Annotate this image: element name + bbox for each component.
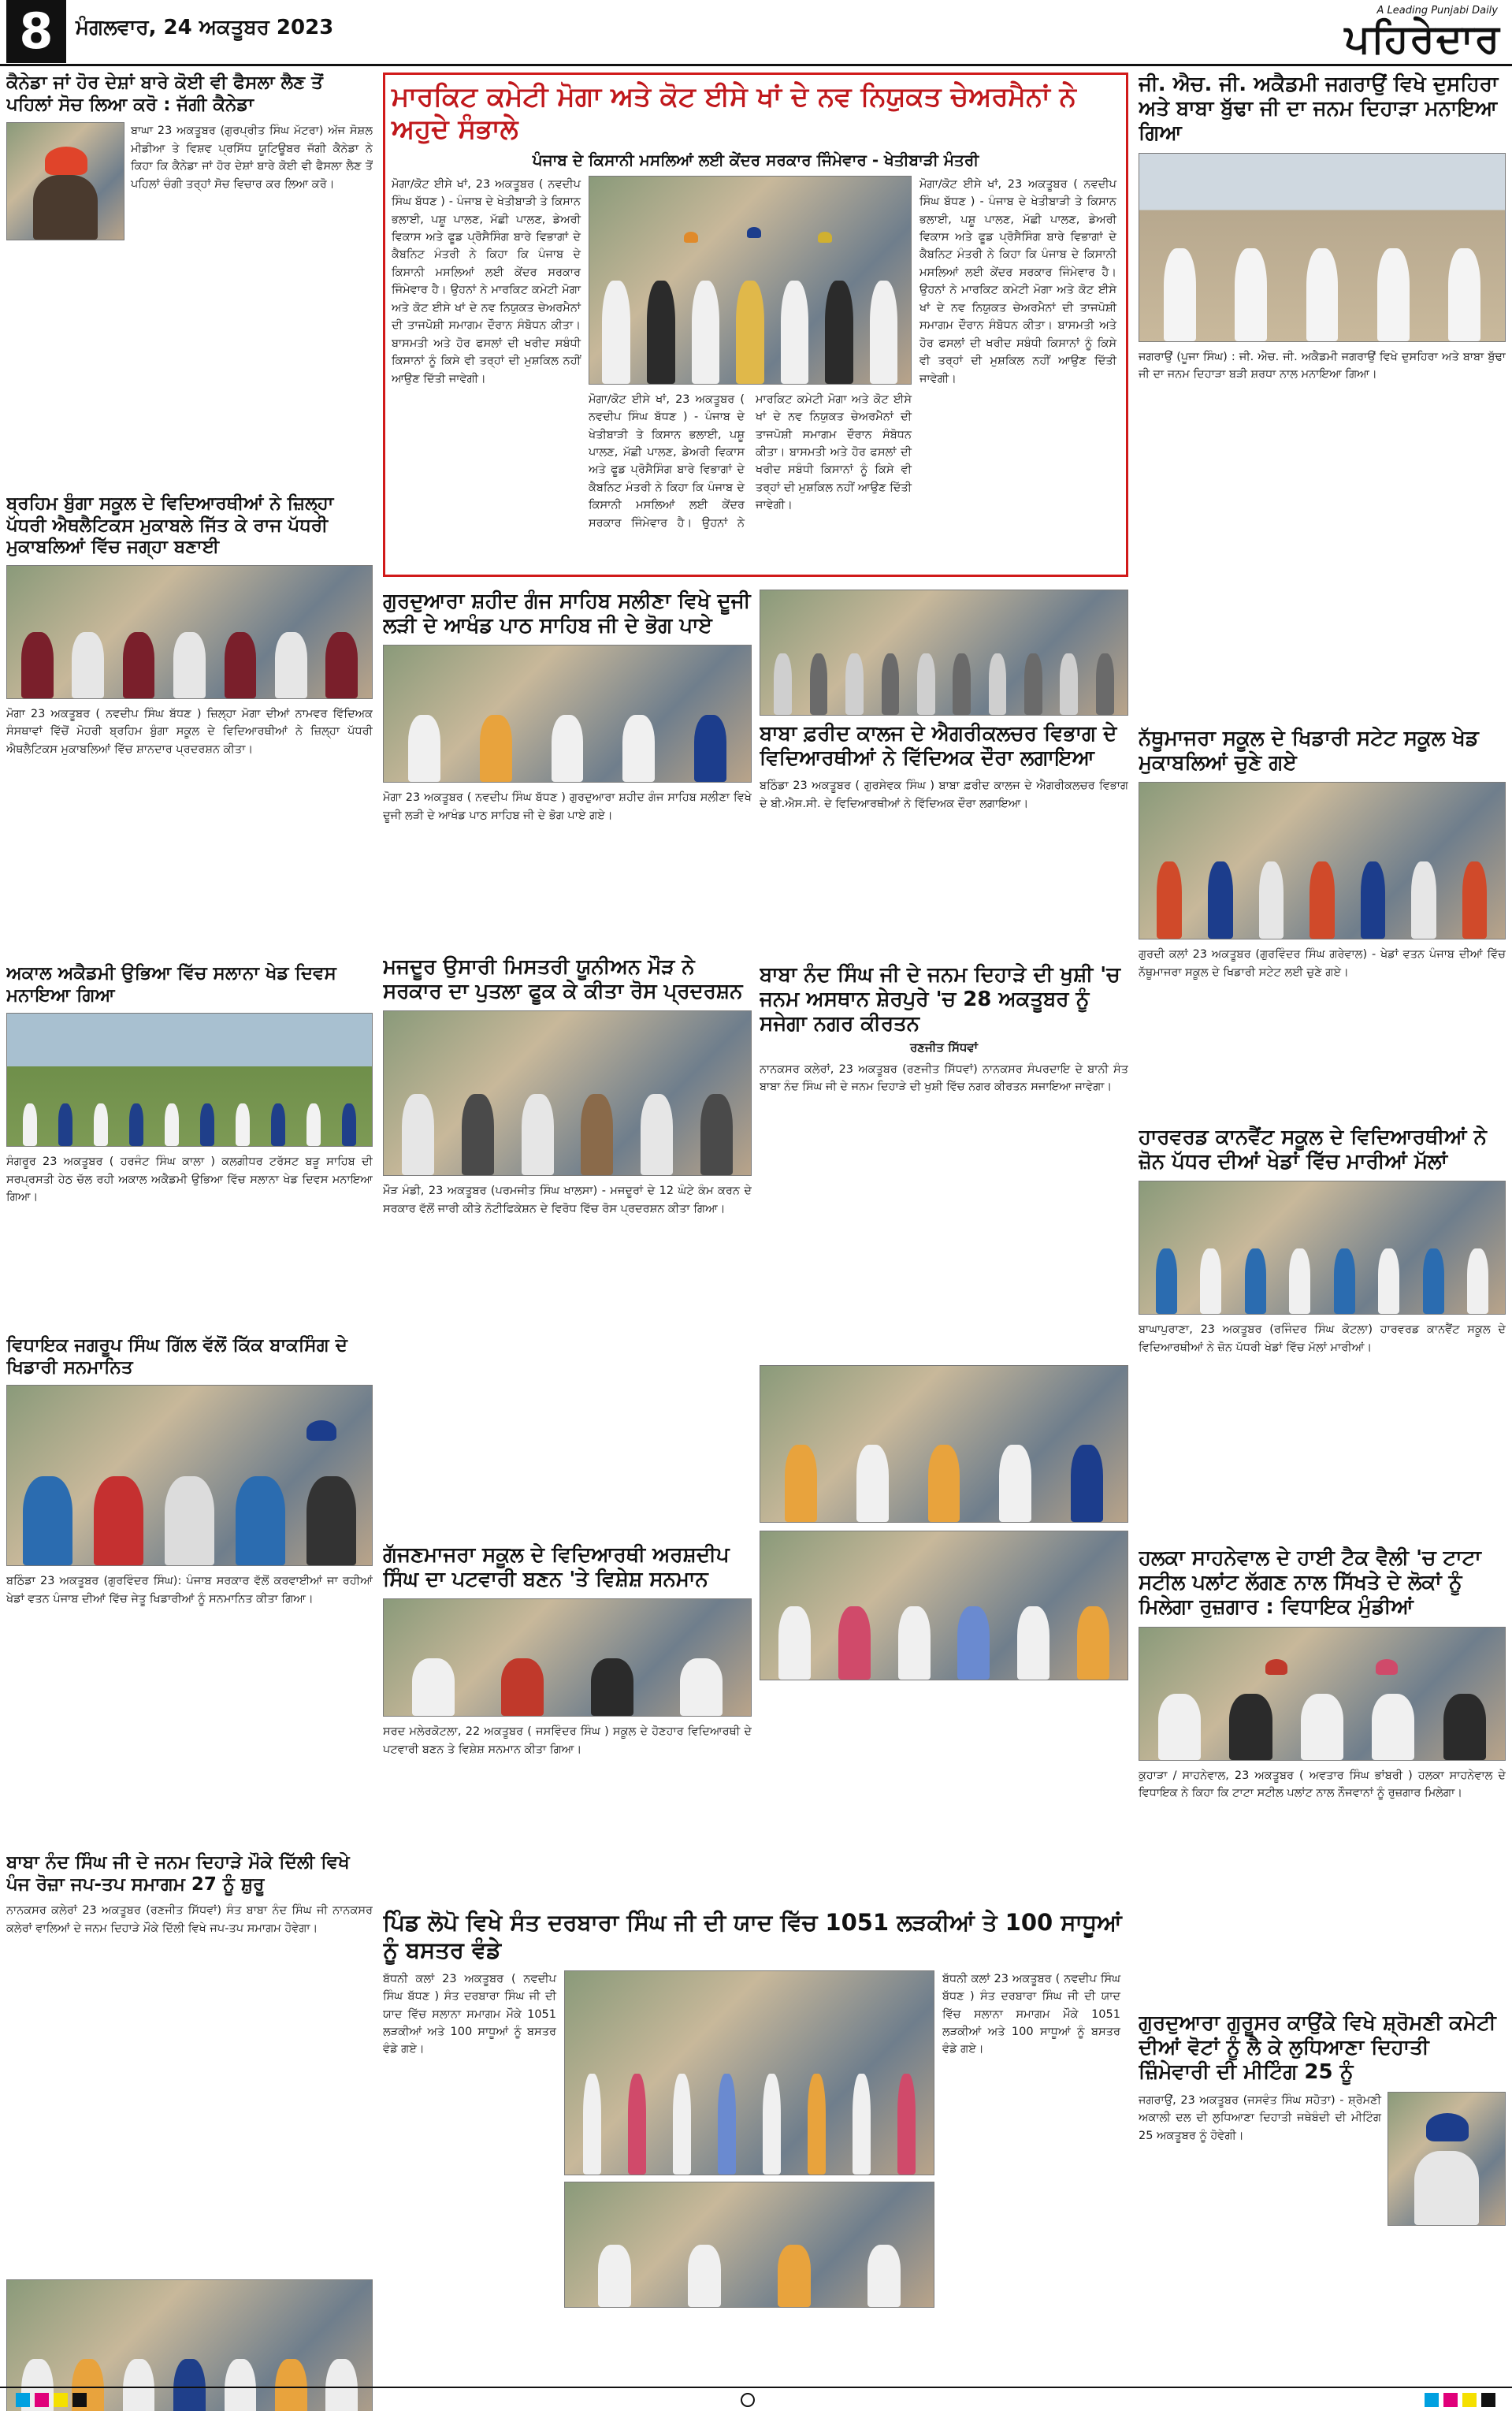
story-tata-steel-plant <box>1139 1546 1506 2082</box>
story-headline: ਅਕਾਲ ਅਕੈਡਮੀ ਉਭਿਆ ਵਿੱਚ ਸਲਾਨਾ ਖੇਡ ਦਿਵਸ ਮਨਾਇਆ ਗਿਆ <box>6 963 336 1006</box>
black-swatch <box>72 2393 87 2407</box>
story-headline: ਨੱਥੂਮਾਜਰਾ ਸਕੂਲ ਦੇ ਖਿਡਾਰੀ ਸਟੇਟ ਸਕੂਲ ਖੇਡ ਮੁਕਾਬਲਿਆਂ ਚੁਣੇ ਗਏ <box>1139 727 1479 776</box>
print-registration-bar <box>0 2387 1512 2411</box>
sadhu-clothes-photo <box>564 2182 934 2308</box>
story-body: ਮੋਗਾ 23 ਅਕਤੂਬਰ ( ਨਵਦੀਪ ਸਿੰਘ ਬੱਧਣ ) ਗੁਰਦੁਆਰਾ ਸ਼ਹੀਦ ਗੰਜ ਸਾਹਿਬ ਸਲੀਣਾ ਵਿਖੇ ਦੂਜੀ ਲੜੀ ਦੇ ਆਖੰਡ ਪਾਠ ਸਾਹਿਬ ਜੀ ਦੇ ਭੋਗ ਪਾਏ ਗਏ। <box>383 791 752 822</box>
mla-meeting-photo <box>1139 1627 1506 1761</box>
story-kick-boxing <box>6 1335 373 1816</box>
brand-name: ਪਹਿਰੇਦਾਰ <box>1344 15 1501 61</box>
story-headline: ਗੁਰਦੁਆਰਾ ਸ਼ਹੀਦ ਗੰਜ ਸਾਹਿਬ ਸਲੀਣਾ ਵਿਖੇ ਦੂਜੀ ਲੜੀ ਦੇ ਆਖੰਡ ਪਾਠ ਸਾਹਿਬ ਜੀ ਦੇ ਭੋਗ ਪਾਏ <box>383 590 751 638</box>
lead-headline: ਮਾਰਕਿਟ ਕਮੇਟੀ ਮੋਗਾ ਅਤੇ ਕੋਟ ਈਸੇ ਖਾਂ ਦੇ ਨਵ ਨਿਯੁਕਤ ਚੇਅਰਮੈਨਾਂ ਨੇ ਅਹੁਦੇ ਸੰਭਾਲੇ <box>392 81 1076 145</box>
nagar-kirtan-photo <box>760 1365 1128 1523</box>
story-headline: ਗੁਰਦੁਆਰਾ ਗੁਰੂਸਰ ਕਾਉਂਕੇ ਵਿਖੇ ਸ਼੍ਰੋਮਣੀ ਕਮੇਟੀ ਦੀਆਂ ਵੋਟਾਂ ਨੂੰ ਲੈ ਕੇ ਲੁਧਿਆਣਾ ਦਿਹਾਤੀ ਜ਼ਿੰਮੇਵਾਰੀ ਦੀ ਮੀਟਿੰਗ 25 ਨੂੰ <box>1139 2011 1496 2085</box>
story-headline: ਬਾਬਾ ਫ਼ਰੀਦ ਕਾਲਜ ਦੇ ਐਗਰੀਕਲਚਰ ਵਿਭਾਗ ਦੇ ਵਿਦਿਆਰਥੀਆਂ ਨੇ ਵਿੱਦਿਅਕ ਦੌਰਾ ਲਗਾਇਆ <box>760 722 1117 771</box>
story-lopo-village <box>383 1909 1128 2411</box>
chairman-oath-photo <box>589 176 912 385</box>
story-body: ਬਠਿੰਡਾ 23 ਅਕਤੂਬਰ ( ਗੁਰਸੇਵਕ ਸਿੰਘ ) ਬਾਬਾ ਫ਼ਰੀਦ ਕਾਲਜ ਦੇ ਐਗਰੀਕਲਚਰ ਵਿਭਾਗ ਦੇ ਬੀ.ਐਸ.ਸੀ. ਦੇ ਵਿਦਿਆਰਥੀਆਂ ਨੇ ਵਿੱਦਿਅਕ ਦੌਰਾ ਲਗਾਇਆ। <box>760 779 1128 810</box>
students-group-photo <box>6 565 373 699</box>
story-gajjanmajra-school <box>383 1543 752 1898</box>
story-body: ਬਾਘਾਪੁਰਾਣਾ, 23 ਅਕਤੂਬਰ (ਰਜਿੰਦਰ ਸਿੰਘ ਕੋਟਲਾ) ਹਾਰਵਰਡ ਕਾਨਵੈਂਟ ਸਕੂਲ ਦੇ ਵਿਦਿਆਰਥੀਆਂ ਨੇ ਜ਼ੋਨ ਪੱਧਰੀ ਖੇਡਾਂ ਵਿੱਚ ਮੱਲਾਂ ਮਾਰੀਆਂ। <box>1139 1323 1506 1354</box>
story-headline: ਬਾਬਾ ਨੰਦ ਸਿੰਘ ਜੀ ਦੇ ਜਨਮ ਦਿਹਾੜੇ ਮੌਕੇ ਦਿੱਲੀ ਵਿਖੇ ਪੰਜ ਰੋਜ਼ਾ ਜਪ-ਤਪ ਸਮਾਗਮ 27 ਨੂੰ ਸ਼ੁਰੂ <box>6 1852 350 1895</box>
patwari-felicitation-photo <box>383 1598 752 1717</box>
story-headline: ਜੀ. ਐਚ. ਜੀ. ਅਕੈਡਮੀ ਜਗਰਾਉਂ ਵਿਖੇ ਦੁਸਹਿਰਾ ਅਤੇ ਬਾਬਾ ਬੁੱਢਾ ਜੀ ਦਾ ਜਨਮ ਦਿਹਾੜਾ ਮਨਾਇਆ ਗਿਆ <box>1139 73 1499 146</box>
black-swatch <box>1481 2393 1495 2407</box>
story-headline: ਹਾਰਵਰਡ ਕਾਨਵੈਂਟ ਸਕੂਲ ਦੇ ਵਿਦਿਆਰਥੀਆਂ ਨੇ ਜ਼ੋਨ ਪੱਧਰ ਦੀਆਂ ਖੇਡਾਂ ਵਿੱਚ ਮਾਰੀਆਂ ਮੱਲਾਂ <box>1139 1126 1487 1174</box>
story-body: ਮੌੜ ਮੰਡੀ, 23 ਅਕਤੂਬਰ (ਪਰਮਜੀਤ ਸਿੰਘ ਖਾਲਸਾ) - ਮਜਦੂਰਾਂ ਦੇ 12 ਘੰਟੇ ਕੰਮ ਕਰਨ ਦੇ ਸਰਕਾਰ ਵੱਲੋਂ ਜਾਰੀ ਕੀਤੇ ਨੋਟੀਫਿਕੇਸ਼ਨ ਦੇ ਵਿਰੋਧ ਵਿੱਚ ਰੋਸ ਪ੍ਰਦਰਸ਼ਨ ਕੀਤਾ ਗਿਆ। <box>383 1185 752 1215</box>
sangat-gathering-photo <box>760 1531 1128 1680</box>
kick-boxing-players-photo <box>6 1385 373 1566</box>
leader-portrait-photo <box>1388 2092 1506 2226</box>
story-gurdwara-saleena <box>383 590 752 984</box>
story-body: ਮੋਗਾ 23 ਅਕਤੂਬਰ ( ਨਵਦੀਪ ਸਿੰਘ ਬੱਧਣ ) ਜ਼ਿਲ੍ਹਾ ਮੋਗਾ ਦੀਆਂ ਨਾਮਵਰ ਵਿੱਦਿਅਕ ਸੰਸਥਾਵਾਂ ਵਿੱਚੋਂ ਮੋਹਰੀ ਬ੍ਰਹਿਮ ਬੁੰਗਾ ਸਕੂਲ ਦੇ ਵਿਦਿਆਰਥੀਆਂ ਨੇ ਜ਼ਿਲ੍ਹਾ ਪੱਧਰੀ ਐਥਲੈਟਿਕਸ ਮੁਕਾਬਲਿਆਂ ਵਿੱਚ ਸ਼ਾਨਦਾਰ ਪ੍ਰਦਰਸ਼ਨ ਕੀਤਾ। <box>6 707 373 756</box>
zone-games-photo <box>1139 1181 1506 1315</box>
magenta-swatch <box>35 2393 49 2407</box>
gurdwara-bhog-photo <box>383 645 752 783</box>
story-headline: ਗੱਜਣਮਾਜਰਾ ਸਕੂਲ ਦੇ ਵਿਦਿਆਰਥੀ ਅਰਸ਼ਦੀਪ ਸਿੰਘ ਦਾ ਪਟਵਾਰੀ ਬਣਨ 'ਤੇ ਵਿਸ਼ੇਸ਼ ਸਨਮਾਨ <box>383 1543 730 1592</box>
yellow-swatch <box>54 2393 68 2407</box>
story-body: ਬਾਘਾ 23 ਅਕਤੂਬਰ (ਗੁਰਪ੍ਰੀਤ ਸਿੰਘ ਮੱਟਰਾ) ਅੱਜ ਸੋਸ਼ਲ ਮੀਡੀਆ ਤੇ ਵਿਸ਼ਵ ਪ੍ਰਸਿੱਧ ਯੂਟਿਊਬਰ ਜੱਗੀ ਕੈਨੇਡਾ ਨੇ ਕਿਹਾ ਕਿ ਕੈਨੇਡਾ ਜਾਂ ਹੋਰ ਦੇਸ਼ਾਂ ਬਾਰੇ ਕੋਈ ਵੀ ਫੈਸਲਾ ਲੈਣ ਤੋਂ ਪਹਿਲਾਂ ਚੰਗੀ ਤਰ੍ਹਾਂ ਸੋਚ ਵਿਚਾਰ ਕਰ ਲਿਆ ਕਰੋ। <box>131 125 373 191</box>
story-headline: ਪਿੰਡ ਲੋਪੋ ਵਿਖੇ ਸੰਤ ਦਰਬਾਰਾ ਸਿੰਘ ਜੀ ਦੀ ਯਾਦ ਵਿੱਚ 1051 ਲੜਕੀਆਂ ਤੇ 100 ਸਾਧੂਆਂ ਨੂੰ ਬਸਤਰ ਵੰਡੇ <box>383 1909 1122 1963</box>
story-headline: ਕੈਨੇਡਾ ਜਾਂ ਹੋਰ ਦੇਸ਼ਾਂ ਬਾਰੇ ਕੋਈ ਵੀ ਫੈਸਲਾ ਲੈਣ ਤੋਂ ਪਹਿਲਾਂ ਸੋਚ ਲਿਆ ਕਰੋ : ਜੱਗੀ ਕੈਨੇਡਾ <box>6 73 323 115</box>
page-number: 8 <box>6 0 66 63</box>
story-baba-farid-college <box>760 590 1128 960</box>
cyan-swatch <box>16 2393 30 2407</box>
story-akal-academy <box>6 963 373 1389</box>
story-byline: ਰਣਜੀਤ ਸਿੱਧਵਾਂ <box>909 1040 979 1055</box>
lead-body-left: ਮੋਗਾ/ਕੋਟ ਈਸੇ ਖਾਂ, 23 ਅਕਤੂਬਰ ( ਨਵਦੀਪ ਸਿੰਘ ਬੱਧਣ ) - ਪੰਜਾਬ ਦੇ ਖੇਤੀਬਾੜੀ ਤੇ ਕਿਸਾਨ ਭਲਾਈ, ਪਸ਼ੂ ਪਾਲਣ, ਮੱਛੀ ਪਾਲਣ, ਡੇਅਰੀ ਵਿਕਾਸ ਅਤੇ ਫੂਡ ਪ੍ਰੋਸੈਸਿੰਗ ਬਾਰੇ ਵਿਭਾਗਾਂ ਦੇ ਕੈਬਨਿਟ ਮੰਤਰੀ ਨੇ ਕਿਹਾ ਕਿ ਪੰਜਾਬ ਦੇ ਕਿਸਾਨੀ ਮਸਲਿਆਂ ਲਈ ਕੇਂਦਰ ਸਰਕਾਰ ਜਿੰਮੇਵਾਰ ਹੈ। ਉਹਨਾਂ ਨੇ ਮਾਰਕਿਟ ਕਮੇਟੀ ਮੋਗਾ ਅਤੇ ਕੋਟ ਈਸੇ ਖਾਂ ਦੇ ਨਵ ਨਿਯੁਕਤ ਚੇਅਰਮੈਨਾਂ ਦੀ ਤਾਜਪੋਸ਼ੀ ਸਮਾਗਮ ਦੌਰਾਨ ਸੰਬੋਧਨ ਕੀਤਾ। ਬਾਸਮਤੀ ਅਤੇ ਹੋਰ ਫਸਲਾਂ ਦੀ ਖਰੀਦ ਸਬੰਧੀ ਕਿਸਾਨਾਂ ਨੂੰ ਕਿਸੇ ਵੀ ਤਰ੍ਹਾਂ ਦੀ ਮੁਸ਼ਕਿਲ ਨਹੀਂ ਆਉਣ ਦਿੱਤੀ ਜਾਵੇਗੀ। <box>392 177 581 385</box>
lead-kicker: ਪੰਜਾਬ ਦੇ ਕਿਸਾਨੀ ਮਸਲਿਆਂ ਲਈ ਕੇਂਦਰ ਸਰਕਾਰ ਜਿੰਮੇਵਾਰ - ਖੇਤੀਬਾੜੀ ਮੰਤਰੀ <box>532 150 979 169</box>
story-workers-protest <box>383 955 752 1539</box>
portrait-photo <box>6 122 124 240</box>
newspaper-brand <box>1170 5 1501 63</box>
story-headline: ਬਾਬਾ ਨੰਦ ਸਿੰਘ ਜੀ ਦੇ ਜਨਮ ਦਿਹਾੜੇ ਦੀ ਖੁਸ਼ੀ 'ਚ ਜਨਮ ਅਸਥਾਨ ਸ਼ੇਰਪੁਰੇ 'ਚ 28 ਅਕਤੂਬਰ ਨੂੰ ਸਜੇਗਾ ਨਗਰ ਕੀਰਤਨ <box>760 963 1120 1036</box>
dateline: ਮੰਗਲਵਾਰ, 24 ਅਕਤੂਬਰ 2023 <box>76 16 334 39</box>
yellow-swatch <box>1462 2393 1477 2407</box>
story-body: ਸੰਗਰੂਰ 23 ਅਕਤੂਬਰ ( ਹਰਜੰਟ ਸਿੰਘ ਕਾਲਾ ) ਕਲਗੀਧਰ ਟਰੱਸਟ ਬੜੂ ਸਾਹਿਬ ਦੀ ਸਰਪ੍ਰਸਤੀ ਹੇਠ ਚੱਲ ਰਹੀ ਅਕਾਲ ਅਕੈਡਮੀ ਉਭਿਆ ਵਿੱਚ ਸਲਾਨਾ ਖੇਡ ਦਿਵਸ ਮਨਾਇਆ ਗਿਆ। <box>6 1155 373 1204</box>
lead-body-middle: ਮੋਗਾ/ਕੋਟ ਈਸੇ ਖਾਂ, 23 ਅਕਤੂਬਰ ( ਨਵਦੀਪ ਸਿੰਘ ਬੱਧਣ ) - ਪੰਜਾਬ ਦੇ ਖੇਤੀਬਾੜੀ ਤੇ ਕਿਸਾਨ ਭਲਾਈ, ਪਸ਼ੂ ਪਾਲਣ, ਮੱਛੀ ਪਾਲਣ, ਡੇਅਰੀ ਵਿਕਾਸ ਅਤੇ ਫੂਡ ਪ੍ਰੋਸੈਸਿੰਗ ਬਾਰੇ ਵਿਭਾਗਾਂ ਦੇ ਕੈਬਨਿਟ ਮੰਤਰੀ ਨੇ ਕਿਹਾ ਕਿ ਪੰਜਾਬ ਦੇ ਕਿਸਾਨੀ ਮਸਲਿਆਂ ਲਈ ਕੇਂਦਰ ਸਰਕਾਰ ਜਿੰਮੇਵਾਰ ਹੈ। ਉਹਨਾਂ ਨੇ ਮਾਰਕਿਟ ਕਮੇਟੀ ਮੋਗਾ ਅਤੇ ਕੋਟ ਈਸੇ ਖਾਂ ਦੇ ਨਵ ਨਿਯੁਕਤ ਚੇਅਰਮੈਨਾਂ ਦੀ ਤਾਜਪੋਸ਼ੀ ਸਮਾਗਮ ਦੌਰਾਨ ਸੰਬੋਧਨ ਕੀਤਾ। ਬਾਸਮਤੀ ਅਤੇ ਹੋਰ ਫਸਲਾਂ ਦੀ ਖਰੀਦ ਸਬੰਧੀ ਕਿਸਾਨਾਂ ਨੂੰ ਕਿਸੇ ਵੀ ਤਰ੍ਹਾਂ ਦੀ ਮੁਸ਼ਕਿਲ ਨਹੀਂ ਆਉਣ ਦਿੱਤੀ ਜਾਵੇਗੀ। <box>589 393 912 530</box>
registration-mark <box>741 2393 755 2407</box>
magenta-swatch <box>1443 2393 1458 2407</box>
story-headline: ਵਿਧਾਇਕ ਜਗਰੂਪ ਸਿੰਘ ਗਿੱਲ ਵੱਲੋਂ ਕਿੱਕ ਬਾਕਸਿੰਗ ਦੇ ਖਿਡਾਰੀ ਸਨਮਾਨਿਤ <box>6 1335 347 1378</box>
college-visit-photo <box>760 590 1128 716</box>
story-body: ਸਰਦ ਮਲੇਰਕੋਟਲਾ, 22 ਅਕਤੂਬਰ ( ਜਸਵਿੰਦਰ ਸਿੰਘ ) ਸਕੂਲ ਦੇ ਹੋਣਹਾਰ ਵਿਦਿਆਰਥੀ ਦੇ ਪਟਵਾਰੀ ਬਣਨ ਤੇ ਵਿਸ਼ੇਸ਼ ਸਨਮਾਨ ਕੀਤਾ ਗਿਆ। <box>383 1725 752 1756</box>
story-harvard-convent <box>1139 1126 1506 1583</box>
state-players-photo <box>1139 782 1506 939</box>
story-headline: ਬ੍ਰਹਿਮ ਬੁੰਗਾ ਸਕੂਲ ਦੇ ਵਿਦਿਆਰਥੀਆਂ ਨੇ ਜ਼ਿਲ੍ਹਾ ਪੱਧਰੀ ਐਥਲੈਟਿਕਸ ਮੁਕਾਬਲੇ ਜਿੱਤ ਕੇ ਰਾਜ ਪੱਧਰੀ ਮੁਕਾਬਲਿਆਂ ਵਿੱਚ ਜਗ੍ਹਾ ਬਣਾਈ <box>6 493 334 558</box>
story-baba-nand-singh-delhi <box>6 1852 373 2411</box>
sports-day-photo <box>6 1013 373 1147</box>
story-brahm-bunga-school <box>6 493 373 1029</box>
story-body-continued: ਬੱਧਨੀ ਕਲਾਂ 23 ਅਕਤੂਬਰ ( ਨਵਦੀਪ ਸਿੰਘ ਬੱਧਣ ) ਸੰਤ ਦਰਬਾਰਾ ਸਿੰਘ ਜੀ ਦੀ ਯਾਦ ਵਿੱਚ ਸਲਾਨਾ ਸਮਾਗਮ ਮੌਕੇ 1051 ਲੜਕੀਆਂ ਅਤੇ 100 ਸਾਧੂਆਂ ਨੂੰ ਬਸਤਰ ਵੰਡੇ ਗਏ। <box>942 1972 1120 2056</box>
lead-body-right: ਮੋਗਾ/ਕੋਟ ਈਸੇ ਖਾਂ, 23 ਅਕਤੂਬਰ ( ਨਵਦੀਪ ਸਿੰਘ ਬੱਧਣ ) - ਪੰਜਾਬ ਦੇ ਖੇਤੀਬਾੜੀ ਤੇ ਕਿਸਾਨ ਭਲਾਈ, ਪਸ਼ੂ ਪਾਲਣ, ਮੱਛੀ ਪਾਲਣ, ਡੇਅਰੀ ਵਿਕਾਸ ਅਤੇ ਫੂਡ ਪ੍ਰੋਸੈਸਿੰਗ ਬਾਰੇ ਵਿਭਾਗਾਂ ਦੇ ਕੈਬਨਿਟ ਮੰਤਰੀ ਨੇ ਕਿਹਾ ਕਿ ਪੰਜਾਬ ਦੇ ਕਿਸਾਨੀ ਮਸਲਿਆਂ ਲਈ ਕੇਂਦਰ ਸਰਕਾਰ ਜਿੰਮੇਵਾਰ ਹੈ। ਉਹਨਾਂ ਨੇ ਮਾਰਕਿਟ ਕਮੇਟੀ ਮੋਗਾ ਅਤੇ ਕੋਟ ਈਸੇ ਖਾਂ ਦੇ ਨਵ ਨਿਯੁਕਤ ਚੇਅਰਮੈਨਾਂ ਦੀ ਤਾਜਪੋਸ਼ੀ ਸਮਾਗਮ ਦੌਰਾਨ ਸੰਬੋਧਨ ਕੀਤਾ। ਬਾਸਮਤੀ ਅਤੇ ਹੋਰ ਫਸਲਾਂ ਦੀ ਖਰੀਦ ਸਬੰਧੀ ਕਿਸਾਨਾਂ ਨੂੰ ਕਿਸੇ ਵੀ ਤਰ੍ਹਾਂ ਦੀ ਮੁਸ਼ਕਿਲ ਨਹੀਂ ਆਉਣ ਦਿੱਤੀ ਜਾਵੇਗੀ। <box>919 177 1116 385</box>
story-body: ਬੱਧਨੀ ਕਲਾਂ 23 ਅਕਤੂਬਰ ( ਨਵਦੀਪ ਸਿੰਘ ਬੱਧਣ ) ਸੰਤ ਦਰਬਾਰਾ ਸਿੰਘ ਜੀ ਦੀ ਯਾਦ ਵਿੱਚ ਸਲਾਨਾ ਸਮਾਗਮ ਮੌਕੇ 1051 ਲੜਕੀਆਂ ਅਤੇ 100 ਸਾਧੂਆਂ ਨੂੰ ਬਸਤਰ ਵੰਡੇ ਗਏ। <box>383 1972 556 2056</box>
dussehra-celebration-photo <box>1139 153 1506 342</box>
story-body: ਨਾਨਕਸਰ ਕਲੇਰਾਂ 23 ਅਕਤੂਬਰ (ਰਣਜੀਤ ਸਿੱਧਵਾਂ) ਸੰਤ ਬਾਬਾ ਨੰਦ ਸਿੰਘ ਜੀ ਨਾਨਕਸਰ ਕਲੇਰਾਂ ਵਾਲਿਆਂ ਦੇ ਜਨਮ ਦਿਹਾੜੇ ਮੌਕੇ ਦਿੱਲੀ ਵਿਖੇ ਜਪ-ਤਪ ਸਮਾਗਮ ਹੋਵੇਗਾ। <box>6 1904 373 1935</box>
story-sgpc-meeting <box>1139 2011 1506 2411</box>
girls-gathering-photo <box>564 1970 934 2175</box>
brand-tagline: A Leading Punjabi Daily <box>1376 5 1498 17</box>
masthead <box>0 0 1512 66</box>
story-body: ਜਗਰਾਉਂ (ਪੂਜਾ ਸਿੰਘ) : ਜੀ. ਐਚ. ਜੀ. ਅਕੈਡਮੀ ਜਗਰਾਉਂ ਵਿਖੇ ਦੁਸਹਿਰਾ ਅਤੇ ਬਾਬਾ ਬੁੱਢਾ ਜੀ ਦਾ ਜਨਮ ਦਿਹਾੜਾ ਬੜੀ ਸ਼ਰਧਾ ਨਾਲ ਮਨਾਇਆ ਗਿਆ। <box>1139 350 1506 381</box>
story-headline: ਮਜਦੂਰ ਉਸਾਰੀ ਮਿਸਤਰੀ ਯੂਨੀਅਨ ਮੌੜ ਨੇ ਸਰਕਾਰ ਦਾ ਪੁਤਲਾ ਫੂਕ ਕੇ ਕੀਤਾ ਰੋਸ ਪ੍ਰਦਰਸ਼ਨ <box>383 955 743 1004</box>
cyan-swatch <box>1425 2393 1439 2407</box>
story-ghg-academy <box>1139 73 1506 742</box>
lead-story-market-committee <box>383 73 1128 577</box>
story-body: ਬਠਿੰਡਾ 23 ਅਕਤੂਬਰ (ਗੁਰਵਿੰਦਰ ਸਿੰਘ): ਪੰਜਾਬ ਸਰਕਾਰ ਵੱਲੋਂ ਕਰਵਾਈਆਂ ਜਾ ਰਹੀਆਂ ਖੇਡਾਂ ਵਤਨ ਪੰਜਾਬ ਦੀਆਂ ਵਿੱਚ ਜੇਤੂ ਖਿਡਾਰੀਆਂ ਨੂੰ ਸਨਮਾਨਿਤ ਕੀਤਾ ਗਿਆ। <box>6 1575 373 1605</box>
story-body: ਕੁਹਾੜਾ / ਸਾਹਨੇਵਾਲ, 23 ਅਕਤੂਬਰ ( ਅਵਤਾਰ ਸਿੰਘ ਭਾਂਬਰੀ ) ਹਲਕਾ ਸਾਹਨੇਵਾਲ ਦੇ ਵਿਧਾਇਕ ਨੇ ਕਿਹਾ ਕਿ ਟਾਟਾ ਸਟੀਲ ਪਲਾਂਟ ਨਾਲ ਨੌਜਵਾਨਾਂ ਨੂੰ ਰੁਜ਼ਗਾਰ ਮਿਲੇਗਾ। <box>1139 1769 1506 1800</box>
story-body: ਜਗਰਾਉਂ, 23 ਅਕਤੂਬਰ (ਜਸਵੰਤ ਸਿੰਘ ਸਹੋਤਾ) - ਸ਼੍ਰੋਮਣੀ ਅਕਾਲੀ ਦਲ ਦੀ ਲੁਧਿਆਣਾ ਦਿਹਾਤੀ ਜਥੇਬੰਦੀ ਦੀ ਮੀਟਿੰਗ 25 ਅਕਤੂਬਰ ਨੂੰ ਹੋਵੇਗੀ। <box>1139 2093 1381 2142</box>
protest-photo <box>383 1010 752 1176</box>
story-body: ਨਾਨਕਸਰ ਕਲੇਰਾਂ, 23 ਅਕਤੂਬਰ (ਰਣਜੀਤ ਸਿੱਧਵਾਂ) ਨਾਨਕਸਰ ਸੰਪਰਦਾਇ ਦੇ ਬਾਨੀ ਸੰਤ ਬਾਬਾ ਨੰਦ ਸਿੰਘ ਜੀ ਦੇ ਜਨਮ ਦਿਹਾੜੇ ਦੀ ਖੁਸ਼ੀ ਵਿੱਚ ਨਗਰ ਕੀਰਤਨ ਸਜਾਇਆ ਜਾਵੇਗਾ। <box>760 1062 1128 1094</box>
story-jaggi-canada <box>6 73 373 482</box>
story-headline: ਹਲਕਾ ਸਾਹਨੇਵਾਲ ਦੇ ਹਾਈ ਟੈਕ ਵੈਲੀ 'ਚ ਟਾਟਾ ਸਟੀਲ ਪਲਾਂਟ ਲੱਗਣ ਨਾਲ ਸਿੱਖਤੇ ਦੇ ਲੋਕਾਂ ਨੂੰ ਮਿਲੇਗਾ ਰੁਜ਼ਗਾਰ : ਵਿਧਾਇਕ ਮੁੰਡੀਆਂ <box>1139 1546 1481 1620</box>
story-body: ਗੁਰਦੀ ਕਲਾਂ 23 ਅਕਤੂਬਰ (ਗੁਰਵਿੰਦਰ ਸਿੰਘ ਗਰੇਵਾਲ) - ਖੇਡਾਂ ਵਤਨ ਪੰਜਾਬ ਦੀਆਂ ਵਿੱਚ ਨੱਥੂਮਾਜਰਾ ਸਕੂਲ ਦੇ ਖਿਡਾਰੀ ਸਟੇਟ ਲਈ ਚੁਣੇ ਗਏ। <box>1139 948 1506 979</box>
